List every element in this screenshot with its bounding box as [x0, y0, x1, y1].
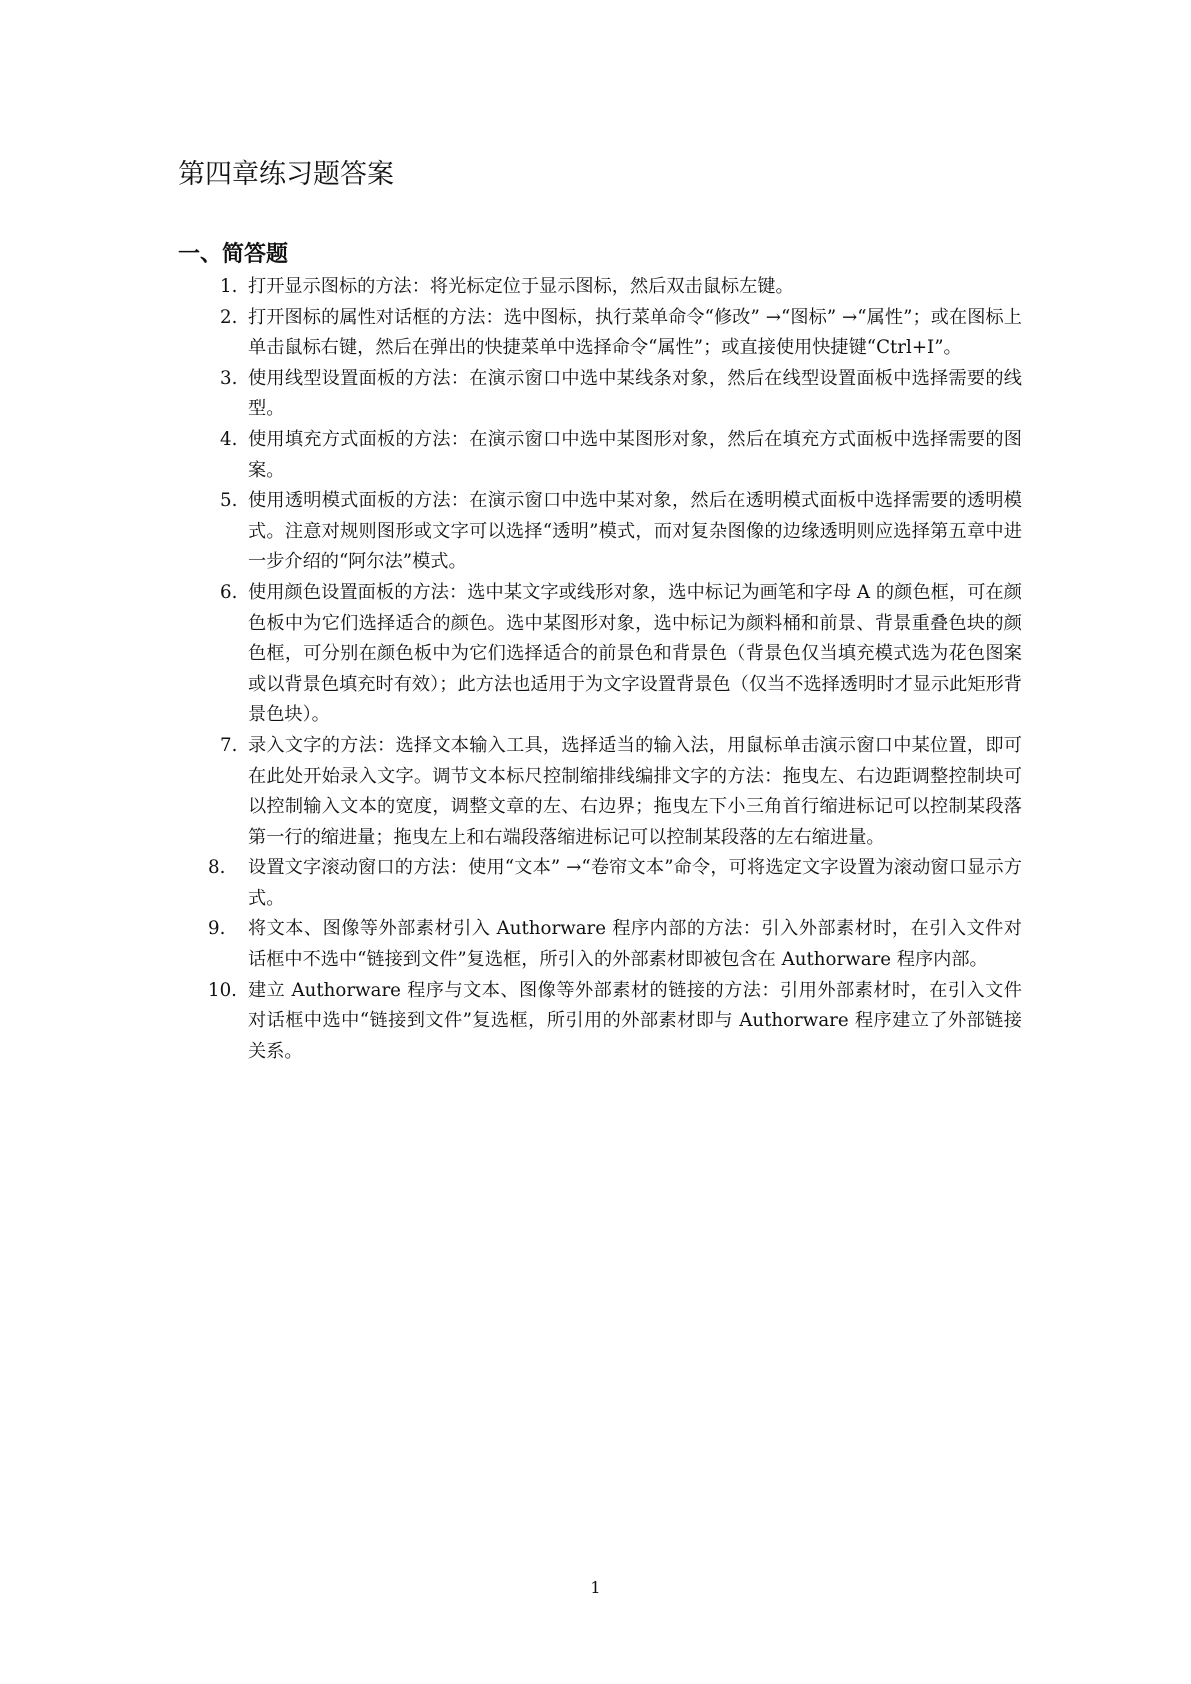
item-text: 建立 Authorware 程序与文本、图像等外部素材的链接的方法：引用外部素材时，在引入文件对话框中选中“链接到文件”复选框，所引用的外部素材即与 Authorware 程序建立了外部链接关系。 — [248, 979, 1022, 1062]
answer-list — [208, 272, 1022, 1067]
list-item — [212, 486, 1022, 578]
list-item — [208, 976, 1022, 1068]
list-item — [212, 303, 1022, 364]
list-item — [208, 853, 1022, 914]
item-number: 9. — [208, 918, 226, 940]
list-item — [212, 272, 1022, 303]
item-text: 使用颜色设置面板的方法：选中某文字或线形对象，选中标记为画笔和字母 A 的颜色框，可在颜色板中为它们选择适合的颜色。选中某图形对象，选中标记为颜料桶和前景、背景重叠色块的颜色框，可分别在颜色板中为它们选择适合的前景色和背景色（背景色仅当填充模式选为花色图案或以背景色填充时有效）；此方法也适用于为文字设置背景色（仅当不选择透明时才显示此矩形背景色块）。 — [248, 581, 1022, 726]
item-number: 1. — [220, 276, 238, 297]
item-text: 使用填充方式面板的方法：在演示窗口中选中某图形对象，然后在填充方式面板中选择需要的图案。 — [248, 428, 1022, 481]
list-item — [212, 425, 1022, 486]
item-text: 使用线型设置面板的方法：在演示窗口中选中某线条对象，然后在线型设置面板中选择需要的线型。 — [248, 367, 1022, 420]
item-text: 使用透明模式面板的方法：在演示窗口中选中某对象，然后在透明模式面板中选择需要的透明模式。注意对规则图形或文字可以选择“透明”模式，而对复杂图像的边缘透明则应选择第五章中进一步介绍的“阿尔法”模式。 — [248, 490, 1022, 573]
item-number: 6. — [220, 581, 238, 603]
section-heading: 一、简答题 — [178, 242, 289, 267]
item-number: 10. — [208, 979, 237, 1001]
list-item — [212, 364, 1022, 425]
item-number: 7. — [220, 734, 238, 756]
item-text: 录入文字的方法：选择文本输入工具，选择适当的输入法，用鼠标单击演示窗口中某位置，即可在此处开始录入文字。调节文本标尺控制缩排线编排文字的方法：拖曳左、右边距调整控制块可以控制输入文本的宽度，调整文章的左、右边界；拖曳左下小三角首行缩进标记可以控制某段落第一行的缩进量；拖曳左上和右端段落缩进标记可以控制某段落的左右缩进量。 — [248, 734, 1022, 848]
list-item — [212, 578, 1022, 731]
item-text: 打开图标的属性对话框的方法：选中图标，执行菜单命令“修改” →“图标” →“属性”；或在图标上单击鼠标右键，然后在弹出的快捷菜单中选择命令“属性”；或直接使用快捷键“Ctrl+I”。 — [248, 306, 1022, 359]
item-number: 4. — [220, 428, 238, 450]
item-text: 打开显示图标的方法：将光标定位于显示图标，然后双击鼠标左键。 — [248, 276, 794, 297]
item-number: 2. — [220, 306, 238, 328]
list-item — [208, 914, 1022, 975]
item-text: 设置文字滚动窗口的方法：使用“文本” →“卷帘文本”命令，可将选定文字设置为滚动窗口显示方式。 — [248, 857, 1022, 909]
list-item — [212, 731, 1022, 853]
document-title: 第四章练习题答案 — [178, 159, 394, 190]
page-number: 1 — [590, 1578, 601, 1597]
item-number: 5. — [220, 490, 238, 512]
item-number: 3. — [220, 367, 238, 389]
item-text: 将文本、图像等外部素材引入 Authorware 程序内部的方法：引入外部素材时，在引入文件对话框中不选中“链接到文件”复选框，所引入的外部素材即被包含在 Authorware 程序内部。 — [248, 918, 1022, 971]
item-number: 8. — [208, 857, 226, 879]
